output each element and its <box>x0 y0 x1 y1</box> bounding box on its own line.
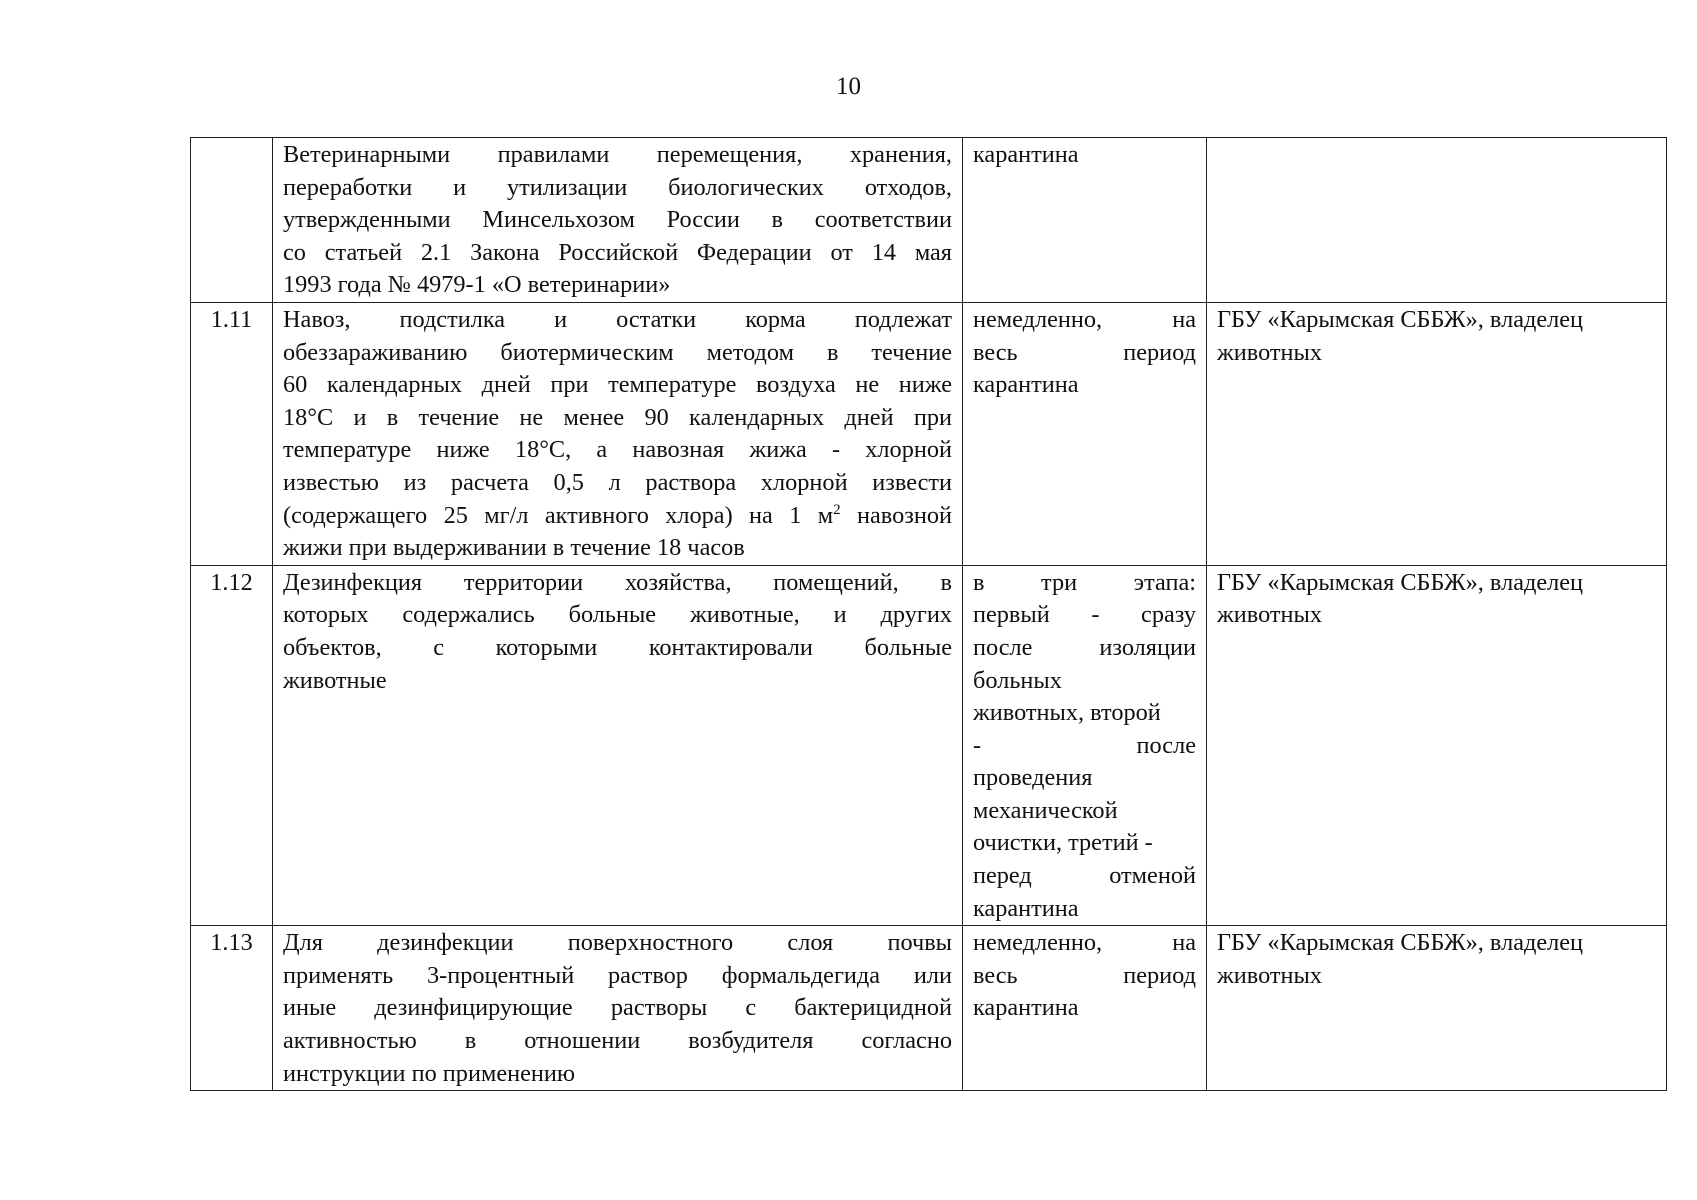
text-line: переработки и утилизации биологических отходов, <box>283 173 952 201</box>
text-line: больных <box>973 666 1062 694</box>
text-line: утвержденными Минсельхозом России в соответствии <box>283 206 952 234</box>
text-line: животных, второй <box>973 699 1161 727</box>
text-fragment: (содержащего 25 мг/л активного хлора) на 1 м <box>283 501 834 529</box>
text-line: весь период <box>973 961 1196 989</box>
row-number: 1.11 <box>191 302 273 565</box>
text-line: 60 календарных дней при температуре воздуха не ниже <box>283 371 952 399</box>
measure-cell <box>273 302 963 565</box>
text-line: жижи при выдерживании в течение 18 часов <box>283 534 745 562</box>
row-number: 1.13 <box>191 926 273 1091</box>
text-line: весь период <box>973 338 1196 366</box>
text-line <box>283 500 952 533</box>
responsible-cell <box>1207 926 1667 1091</box>
responsible-cell <box>1207 138 1667 303</box>
text-line: Ветеринарными правилами перемещения, хранения, <box>283 141 952 168</box>
text-line: перед отменой <box>973 862 1196 890</box>
text-line: ГБУ «Карымская СББЖ», владелец <box>1217 568 1584 596</box>
text-line: инструкции по применению <box>283 1059 576 1087</box>
text-line: первый - сразу <box>973 601 1196 629</box>
text-line: активностью в отношении возбудителя согласно <box>283 1027 952 1055</box>
text-line: животных <box>1217 961 1323 989</box>
text-line: животных <box>1217 338 1323 366</box>
table-row <box>191 565 1667 926</box>
measure-cell <box>273 926 963 1091</box>
text-line: Навоз, подстилка и остатки корма подлежат <box>283 305 952 333</box>
text-line: - после <box>973 731 1196 759</box>
text-line: известью из расчета 0,5 л раствора хлорной извести <box>283 468 952 496</box>
text-line: обеззараживанию биотермическим методом в течение <box>283 338 952 366</box>
table-row <box>191 138 1667 303</box>
text-fragment: навозной <box>840 501 952 529</box>
row-number <box>191 138 273 303</box>
term-cell <box>963 926 1207 1091</box>
text-line: Для дезинфекции поверхностного слоя почвы <box>283 929 952 957</box>
table-row <box>191 302 1667 565</box>
text-line: проведения <box>973 764 1093 792</box>
text-line: со статьей 2.1 Закона Российской Федерации от 14 мая <box>283 238 952 266</box>
text-line: немедленно, на <box>973 929 1196 957</box>
measures-table <box>190 137 1667 1091</box>
row-number: 1.12 <box>191 565 273 926</box>
text-line: 18°С и в течение не менее 90 календарных дней при <box>283 403 952 431</box>
term-cell <box>963 138 1207 303</box>
term-cell <box>963 302 1207 565</box>
text-line: применять 3-процентный раствор формальдегида или <box>283 961 952 989</box>
text-line: механической <box>973 796 1118 824</box>
text-line: температуре ниже 18°С, а навозная жижа - хлорной <box>283 436 952 464</box>
responsible-cell <box>1207 565 1667 926</box>
text-line: немедленно, на <box>973 305 1196 333</box>
page-number: 10 <box>836 73 861 100</box>
text-line: животные <box>283 666 387 694</box>
text-line: 1993 года № 4979-1 «О ветеринарии» <box>283 271 671 299</box>
text-line: после изоляции <box>973 633 1196 661</box>
table-row <box>191 926 1667 1091</box>
text-line: карантина <box>973 141 1079 168</box>
text-line: карантина <box>973 894 1079 922</box>
responsible-cell <box>1207 302 1667 565</box>
text-line: карантина <box>973 371 1079 399</box>
text-line: карантина <box>973 994 1079 1022</box>
text-line: которых содержались больные животные, и других <box>283 601 952 629</box>
text-line: в три этапа: <box>973 568 1196 596</box>
text-line: ГБУ «Карымская СББЖ», владелец <box>1217 929 1584 957</box>
text-line: ГБУ «Карымская СББЖ», владелец <box>1217 305 1584 333</box>
measure-cell <box>273 565 963 926</box>
superscript: 2 <box>833 501 841 518</box>
text-line: очистки, третий - <box>973 829 1153 857</box>
text-line: объектов, с которыми контактировали больные <box>283 633 952 661</box>
text-line: иные дезинфицирующие растворы с бактерицидной <box>283 994 952 1022</box>
text-line: животных <box>1217 601 1323 629</box>
term-cell <box>963 565 1207 926</box>
text-line: Дезинфекция территории хозяйства, помещений, в <box>283 568 952 596</box>
measure-cell <box>273 138 963 303</box>
